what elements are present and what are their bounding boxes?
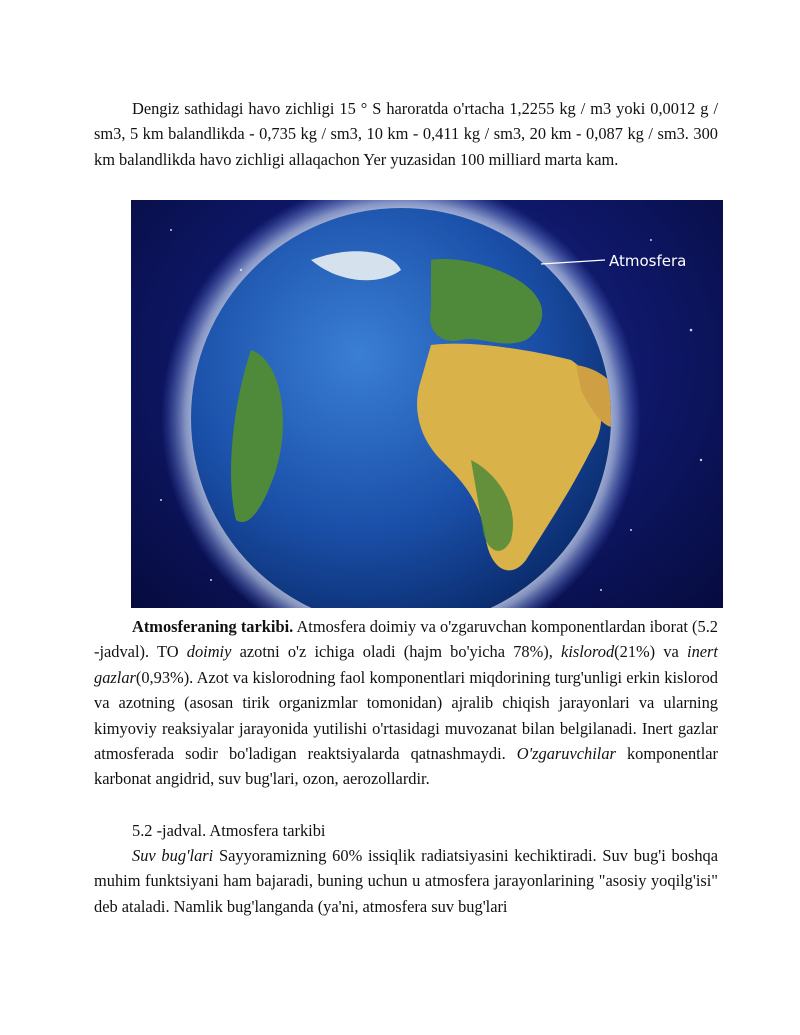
- earth-globe-illustration: [131, 200, 723, 608]
- italic-term: Suv bug'lari: [132, 846, 214, 865]
- earth-atmosphere-figure: [131, 200, 723, 608]
- italic-term: doimiy: [186, 642, 232, 662]
- table-caption: 5.2 -jadval. Atmosfera tarkibi: [132, 821, 326, 840]
- text-run: Sayyoramizning 60% issiqlik radiatsiyasini kechiktiradi. Suv bug'i boshqa muhim funktsiyani ham bajaradi, buning uchun u atmosfera jarayonlarining "asosiy yoqilg'isi" deb ataladi. Namlik bug'langanda (ya'ni, atmosfera suv bug'lari: [94, 846, 718, 916]
- italic-term: O'zgaruvchilar: [516, 744, 616, 764]
- text-run: Atmosfera doimiy va o'zgaruvchan komponentlardan iborat (5.2 -jadval). TO: [94, 617, 718, 662]
- atmosfera-label: Atmosfera: [609, 252, 687, 270]
- paragraph-water-vapor: [94, 843, 718, 919]
- text-run: komponentlar karbonat angidrid, suv bug'lari, ozon, aerozollardir.: [94, 744, 718, 789]
- italic-term: inert gazlar: [94, 642, 718, 687]
- text-run: (0,93%). Azot va kislorodning faol komponentlari miqdorining turg'unligi erkin kislorod va azotning (asosan tirik organizmlar tomonidan) ajralib chiqish jarayonlari va ularning kimyoviy reaksiyalar jarayonida yutilishi o'rtasidagi muvozanat bilan belgilanadi. Inert gazlar atmosferada sodir bo'ladigan reaktsiyalarda qatnashmaydi.: [94, 667, 718, 764]
- italic-term: kislorod: [561, 642, 615, 662]
- text-run: azotni o'z ichiga oladi (hajm bo'yicha 78%),: [231, 642, 562, 662]
- paragraph-air-density: Dengiz sathidagi havo zichligi 15 ° S haroratda o'rtacha 1,2255 kg / m3 yoki 0,0012 g / sm3, 5 km balandlikda - 0,735 kg / sm3, 10 km - 0,411 kg / sm3, 20 km - 0,087 kg / sm3. 300 km balandlikda havo zichligi allaqachon Yer yuzasidan 100 milliard marta kam.: [94, 99, 718, 169]
- paragraph-composition: [94, 614, 718, 792]
- text-run: (21%) va: [614, 642, 688, 662]
- section-title: Atmosferaning tarkibi.: [132, 617, 294, 636]
